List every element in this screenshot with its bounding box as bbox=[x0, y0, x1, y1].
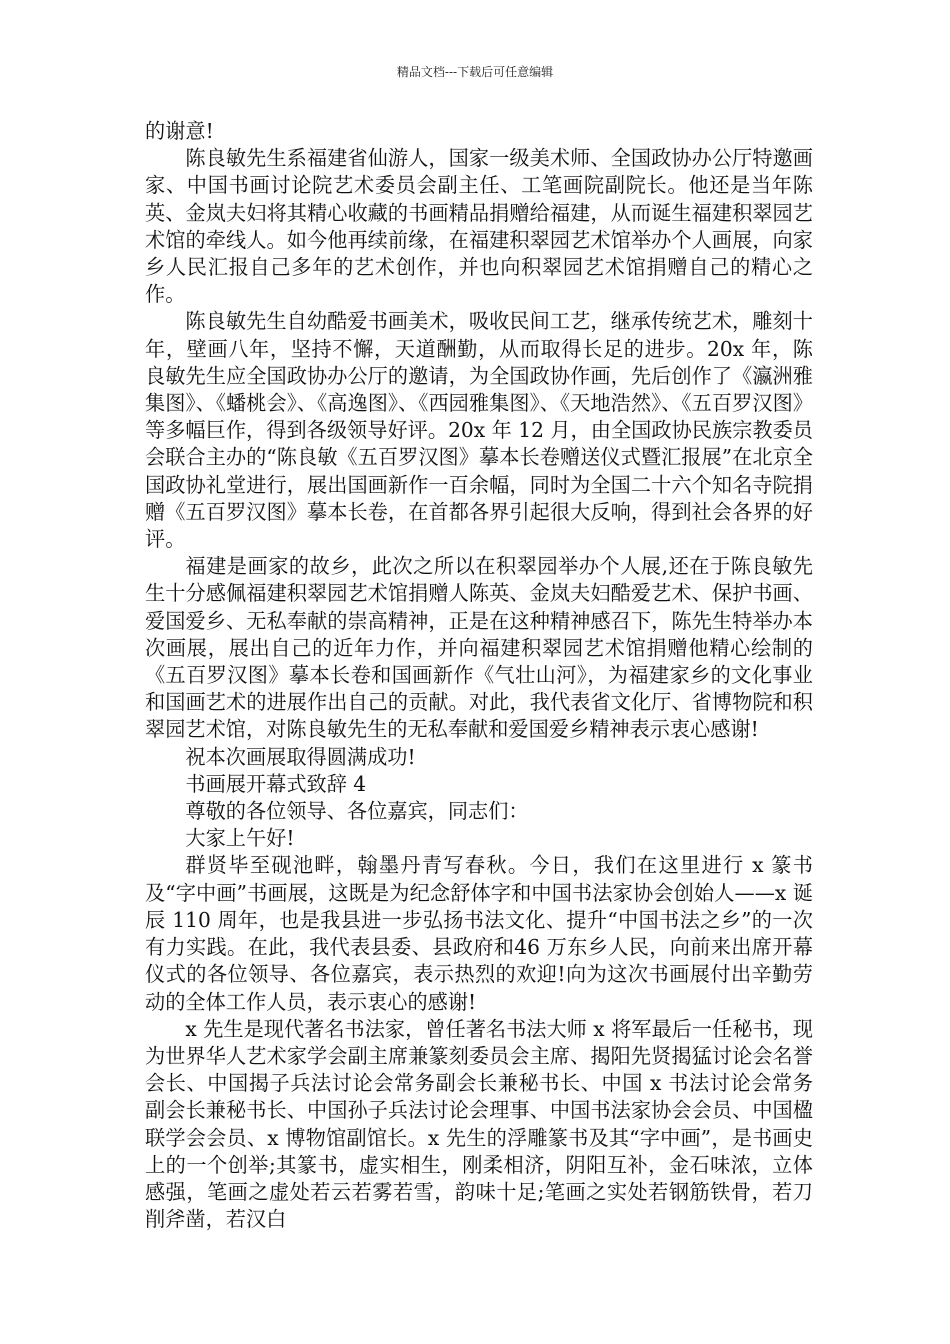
page-header: 精品文档---下载后可任意编辑 bbox=[396, 65, 554, 79]
paragraph: x 先生是现代著名书法家，曾任著名书法大师 x 将军最后一任秘书，现为世界华人艺术家学会副主席兼篆刻委员会主席、揭阳先贤揭猛讨论会名誉会长、中国揭子兵法讨论会常务副会长兼秘书长、中国 x 书法讨论会常务副会长兼秘书长、中国孙子兵法讨论会理事、中国书法家协会会员、中国楹联学会会员、x 博物馆副馆长。x 先生的浮雕篆书及其“字中画”，是书画史上的一个创举;其篆书，虚实相生，刚柔相济，阴阳互补，金石味浓，立体感强，笔画之虚处若云若雾若雪，韵味十足;笔画之实处若钢筋铁骨，若刀削斧凿，若汉白 bbox=[145, 1016, 813, 1232]
paragraph: 陈良敏先生自幼酷爱书画美术，吸收民间工艺，继承传统艺术，雕刻十年，壁画八年，坚持不懈，天道酬勤，从而取得长足的进步。20x 年，陈良敏先生应全国政协办公厅的邀请，为全国政协作画，先后创作了《瀛洲雅集图》、《蟠桃会》、《高逸图》、《西园雅集图》、《天地浩然》、《五百罗汉图》等多幅巨作，得到各级领导好评。20x 年 12 月，由全国政协民族宗教委员会联合主办的“陈良敏《五百罗汉图》摹本长卷赠送仪式暨汇报展”在北京全国政协礼堂进行，展出国画新作一百余幅，同时为全国二十六个知名寺院捐赠《五百罗汉图》摹本长卷，在首都各界引起很大反响，得到社会各界的好评。 bbox=[145, 309, 813, 552]
paragraph-continuation: 的谢意! bbox=[145, 119, 214, 143]
salutation: 尊敬的各位领导、各位嘉宾，同志们： bbox=[185, 799, 529, 824]
document-body bbox=[145, 118, 813, 1233]
section-heading: 书画展开幕式致辞 4 bbox=[185, 771, 367, 796]
paragraph: 陈良敏先生系福建省仙游人，国家一级美术师、全国政协办公厅特邀画家、中国书画讨论院艺术委员会副主任、工笔画院副院长。他还是当年陈英、金岚夫妇将其精心收藏的书画精品捐赠给福建，从而诞生福建积翠园艺术馆的牵线人。如今他再续前缘，在福建积翠园艺术馆举办个人画展，向家乡人民汇报自己多年的艺术创作，并也向积翠园艺术馆捐赠自己的精心之作。 bbox=[145, 146, 813, 307]
paragraph: 福建是画家的故乡，此次之所以在积翠园举办个人展,还在于陈良敏先生十分感佩福建积翠园艺术馆捐赠人陈英、金岚夫妇酷爱艺术、保护书画、爱国爱乡、无私奉献的崇高精神，正是在这种精神感召下，陈先生特举办本次画展，展出自己的近年力作，并向福建积翠园艺术馆捐赠他精心绘制的《五百罗汉图》摹本长卷和国画新作《气壮山河》，为福建家乡的文化事业和国画艺术的进展作出自己的贡献。对此，我代表省文化厅、省博物院和积翠园艺术馆，对陈良敏先生的无私奉献和爱国爱乡精神表示衷心感谢! bbox=[145, 554, 813, 742]
paragraph: 群贤毕至砚池畔，翰墨丹青写春秋。今日，我们在这里进行 x 篆书及“字中画”书画展，这既是为纪念舒体字和中国书法家协会创始人——x 诞辰 110 周年，也是我县进一步弘扬书法文化、提升“中国书法之乡”的一次有力实践。在此，我代表县委、县政府和46 万东乡人民，向前来出席开幕仪式的各位领导、各位嘉宾，表示热烈的欢迎!向为这次书画展付出辛勤劳动的全体工作人员，表示衷心的感谢! bbox=[145, 853, 813, 1014]
greeting: 大家上午好! bbox=[185, 826, 295, 851]
paragraph-wish: 祝本次画展取得圆满成功! bbox=[185, 744, 416, 769]
